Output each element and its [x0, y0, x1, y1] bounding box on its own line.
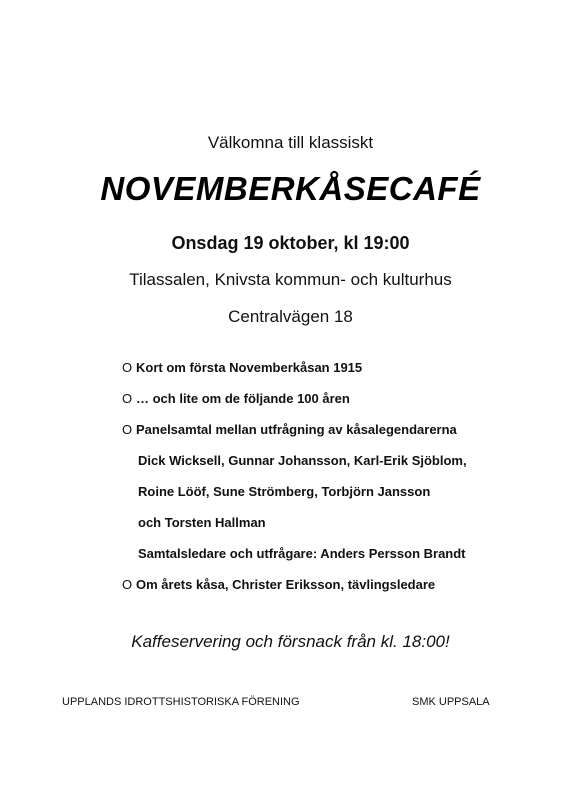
program-subitem [122, 445, 562, 476]
bullet-marker: O [122, 391, 133, 406]
event-venue: Tilassalen, Knivsta kommun- och kulturhus [129, 270, 452, 289]
footer-organizer-left: UPPLANDS IDROTTSHISTORISKA FÖRENING [62, 696, 300, 708]
event-address: Centralvägen 18 [228, 307, 353, 326]
bullet-marker: O [122, 577, 133, 592]
program-subitem-text: och Torsten Hallman [138, 515, 266, 530]
program-item-text: Kort om första Novemberkåsan 1915 [136, 360, 363, 375]
program-item-text: Om årets kåsa, Christer Eriksson, tävlingsledare [136, 577, 436, 592]
program-list [122, 352, 562, 600]
welcome-text: Välkomna till klassiskt [207, 133, 374, 152]
coffee-announcement: Kaffeservering och försnack från kl. 18:00! [131, 632, 450, 651]
program-subitem-text: Samtalsledare och utfrågare: Anders Persson Brandt [138, 546, 466, 561]
program-subitem [122, 507, 562, 538]
program-item [122, 352, 562, 383]
bullet-marker: O [122, 422, 133, 437]
program-subitem-text: Roine Lööf, Sune Strömberg, Torbjörn Jansson [138, 484, 431, 499]
program-item [122, 383, 562, 414]
event-date: Onsdag 19 oktober, kl 19:00 [171, 233, 410, 253]
bullet-marker: O [122, 360, 133, 375]
program-subitem-text: Dick Wicksell, Gunnar Johansson, Karl-Erik Sjöblom, [138, 453, 467, 468]
program-item [122, 569, 562, 600]
program-subitem [122, 476, 562, 507]
program-item-text: Panelsamtal mellan utfrågning av kåsalegendarerna [136, 422, 457, 437]
program-item-text: … och lite om de följande 100 åren [136, 391, 350, 406]
program-item [122, 414, 562, 445]
event-title: NOVEMBERKÅSECAFÉ [100, 170, 481, 207]
program-subitem [122, 538, 562, 569]
footer-organizer-right: SMK UPPSALA [412, 696, 490, 708]
